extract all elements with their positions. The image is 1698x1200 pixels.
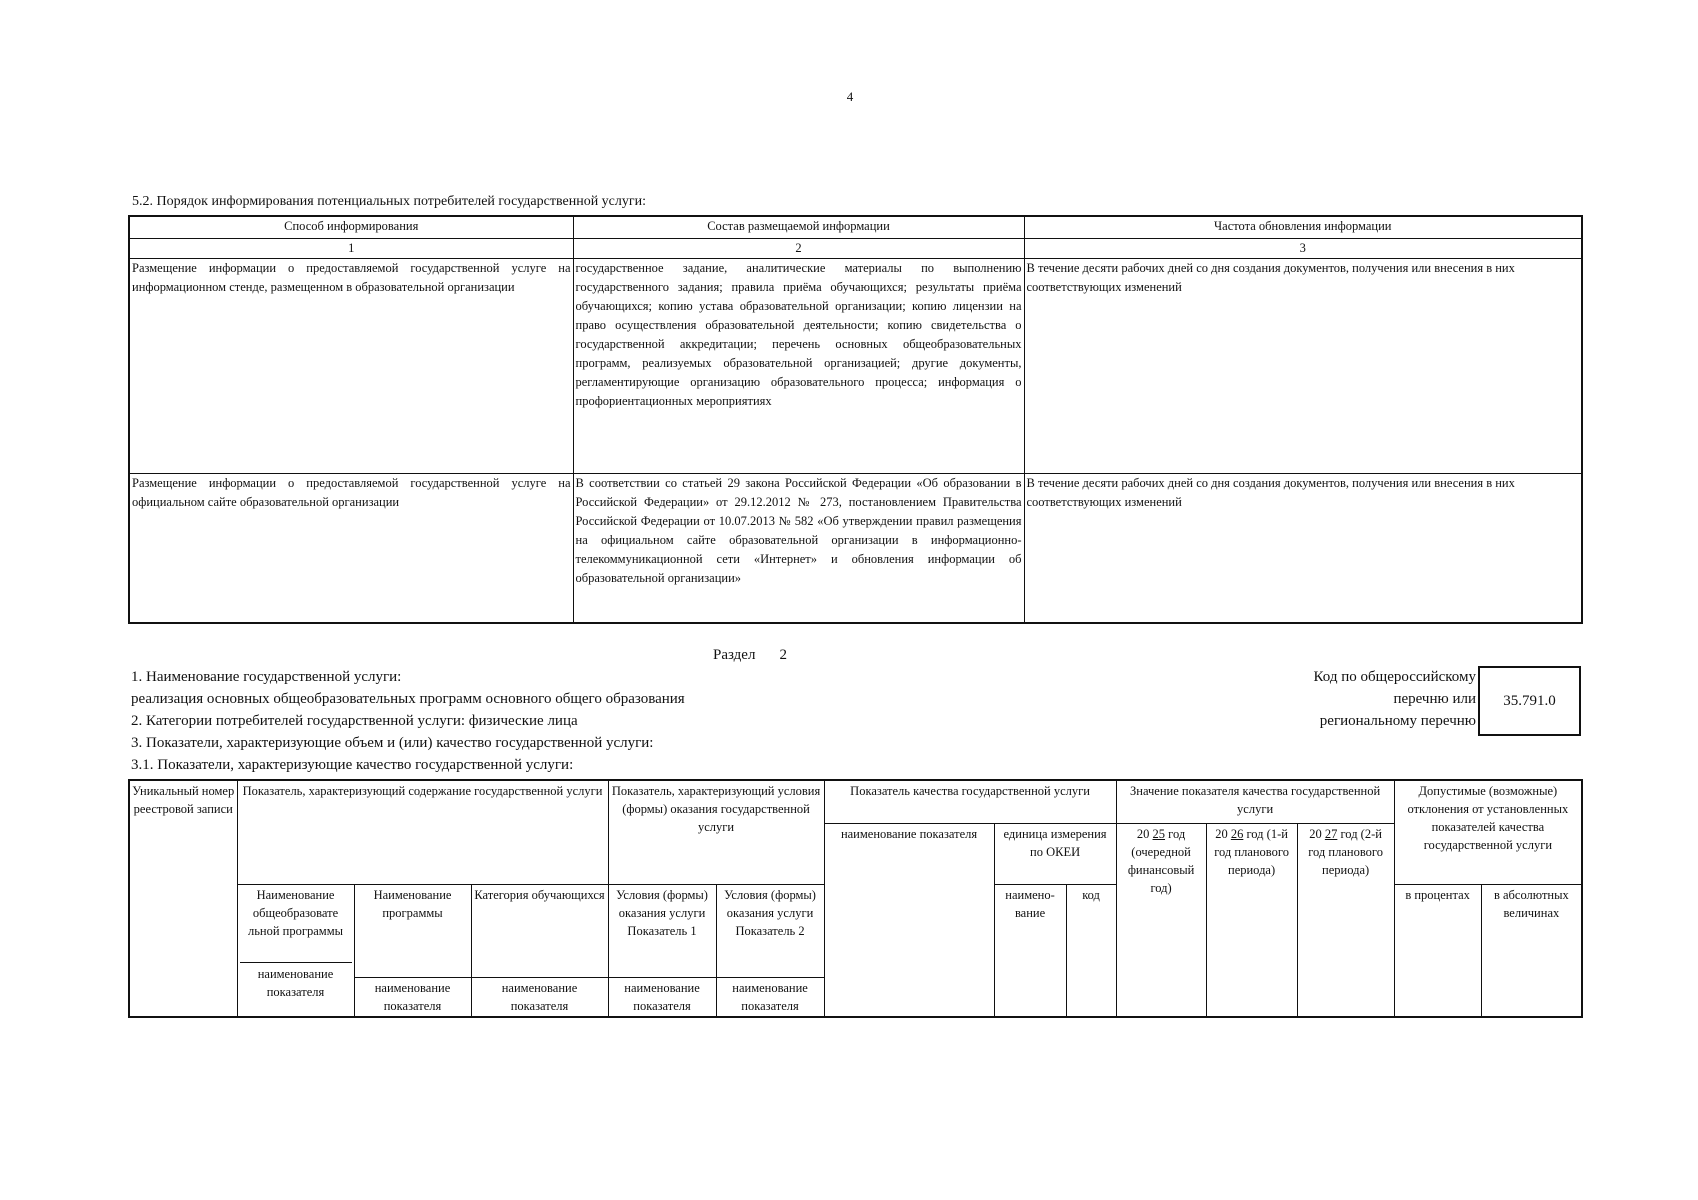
header-in-percent: в процентах bbox=[1394, 885, 1481, 1018]
registry-code-label bbox=[1270, 666, 1476, 732]
method-cell: Размещение информации о предоставляемой государственной услуге на информационном стенде, размещенном в образовательной организации bbox=[129, 259, 573, 474]
table-row bbox=[129, 259, 1582, 474]
registry-code-value: 35.791.0 bbox=[1503, 692, 1556, 709]
indicators-heading: 3. Показатели, характеризующие объем и (или) качество государственной услуги: bbox=[131, 735, 654, 751]
header-in-absolute: в абсолютных величинах bbox=[1481, 885, 1582, 1018]
service-name-label: 1. Наименование государственной услуги: bbox=[131, 669, 402, 685]
frequency-cell: В течение десяти рабочих дней со дня создания документов, получения или внесения в них соответствующих изменений bbox=[1024, 259, 1582, 474]
header-unit-code: код bbox=[1066, 885, 1116, 1018]
column-number: 1 bbox=[129, 239, 573, 259]
page-number: 4 bbox=[846, 89, 854, 104]
header-unique-number: Уникальный номер реестровой записи bbox=[129, 780, 237, 978]
service-name-value: реализация основных общеобразовательных программ основного общего образования bbox=[131, 691, 685, 707]
section-title bbox=[713, 647, 787, 664]
header-students: Категория обучающихся bbox=[471, 885, 608, 978]
year-value: 27 bbox=[1324, 827, 1338, 841]
header-unit-name: наимено-вание bbox=[994, 885, 1066, 1018]
empty-cell bbox=[129, 978, 237, 1018]
column-number: 3 bbox=[1024, 239, 1582, 259]
year-value: 25 bbox=[1152, 827, 1166, 841]
header-frequency: Частота обновления информации bbox=[1024, 216, 1582, 239]
info-section-heading: 5.2. Порядок информирования потенциальных потребителей государственной услуги: bbox=[132, 194, 647, 209]
header-indicator-name: наименование показателя bbox=[824, 824, 994, 1018]
bottom-label: наименование показателя bbox=[471, 978, 608, 1018]
header-program-name: Наименование общеобразовате льной программы наименование показателя bbox=[237, 885, 354, 1018]
header-condition-1: Условия (формы) оказания услуги Показатель 1 bbox=[608, 885, 716, 978]
header-deviation: Допустимые (возможные) отклонения от установленных показателей качества государственной услуги bbox=[1394, 780, 1582, 885]
header-year-1: 20 25 год (очередной финансовый год) bbox=[1116, 824, 1206, 1018]
registry-code-label-line: перечню или bbox=[1393, 691, 1476, 707]
header-content-indicator: Показатель, характеризующий содержание государственной услуги bbox=[237, 780, 608, 885]
header-conditions-indicator: Показатель, характеризующий условия (формы) оказания государственной услуги bbox=[608, 780, 824, 885]
quality-indicators-heading: 3.1. Показатели, характеризующие качество государственной услуги: bbox=[131, 757, 574, 773]
header-program: Наименование программы bbox=[354, 885, 471, 978]
registry-code-label-line: Код по общероссийскому bbox=[1313, 669, 1476, 685]
year-value: 26 bbox=[1230, 827, 1244, 841]
header-method: Способ информирования bbox=[129, 216, 573, 239]
bottom-label: наименование показателя bbox=[716, 978, 824, 1018]
frequency-cell: В течение десяти рабочих дней со дня создания документов, получения или внесения в них соответствующих изменений bbox=[1024, 474, 1582, 624]
header-quality-value: Значение показателя качества государственной услуги bbox=[1116, 780, 1394, 824]
registry-code-box bbox=[1478, 666, 1581, 736]
header-year-2: 20 26 год (1-й год планового периода) bbox=[1206, 824, 1297, 1018]
quality-indicators-table bbox=[128, 779, 1583, 1018]
header-unit: единица измерения по ОКЕИ bbox=[994, 824, 1116, 885]
registry-code-label-line: региональному перечню bbox=[1319, 713, 1476, 729]
table-row bbox=[129, 474, 1582, 624]
column-number: 2 bbox=[573, 239, 1024, 259]
content-cell: В соответствии со статьей 29 закона Российской Федерации «Об образовании в Российской Федерации» от 29.12.2012 № 273, постановлением Правительства Российской Федерации от 10.07.2013 № 582 «Об утверждении правил размещения на официальном сайте образовательной организации в информационно-телекоммуникационной сети «Интернет» и обновления информации об образовательной организации» bbox=[573, 474, 1024, 624]
header-quality-indicator: Показатель качества государственной услуги bbox=[824, 780, 1116, 824]
header-condition-2: Условия (формы) оказания услуги Показатель 2 bbox=[716, 885, 824, 978]
information-table bbox=[128, 215, 1583, 624]
bottom-label: наименование показателя bbox=[354, 978, 471, 1018]
section-label: Раздел bbox=[713, 647, 756, 663]
header-content: Состав размещаемой информации bbox=[573, 216, 1024, 239]
header-year-3: 20 27 год (2-й год планового периода) bbox=[1297, 824, 1394, 1018]
consumer-categories: 2. Категории потребителей государственной услуги: физические лица bbox=[131, 713, 578, 729]
method-cell: Размещение информации о предоставляемой государственной услуге на официальном сайте образовательной организации bbox=[129, 474, 573, 624]
content-cell: государственное задание, аналитические материалы по выполнению государственного задания; правила приёма обучающихся; результаты приёма обучающихся; копию устава образовательной организации; копию лицензии на право осуществления образовательной деятельности; копию свидетельства о государственной аккредитации; перечень основных общеобразовательных программ, реализуемых образовательной организацией; другие документы, регламентирующие организацию образовательного процесса; информация о профориентационных мероприятиях bbox=[573, 259, 1024, 474]
section-number: 2 bbox=[779, 647, 787, 663]
bottom-label: наименование показателя bbox=[608, 978, 716, 1018]
bottom-label: наименование показателя bbox=[240, 962, 352, 1001]
